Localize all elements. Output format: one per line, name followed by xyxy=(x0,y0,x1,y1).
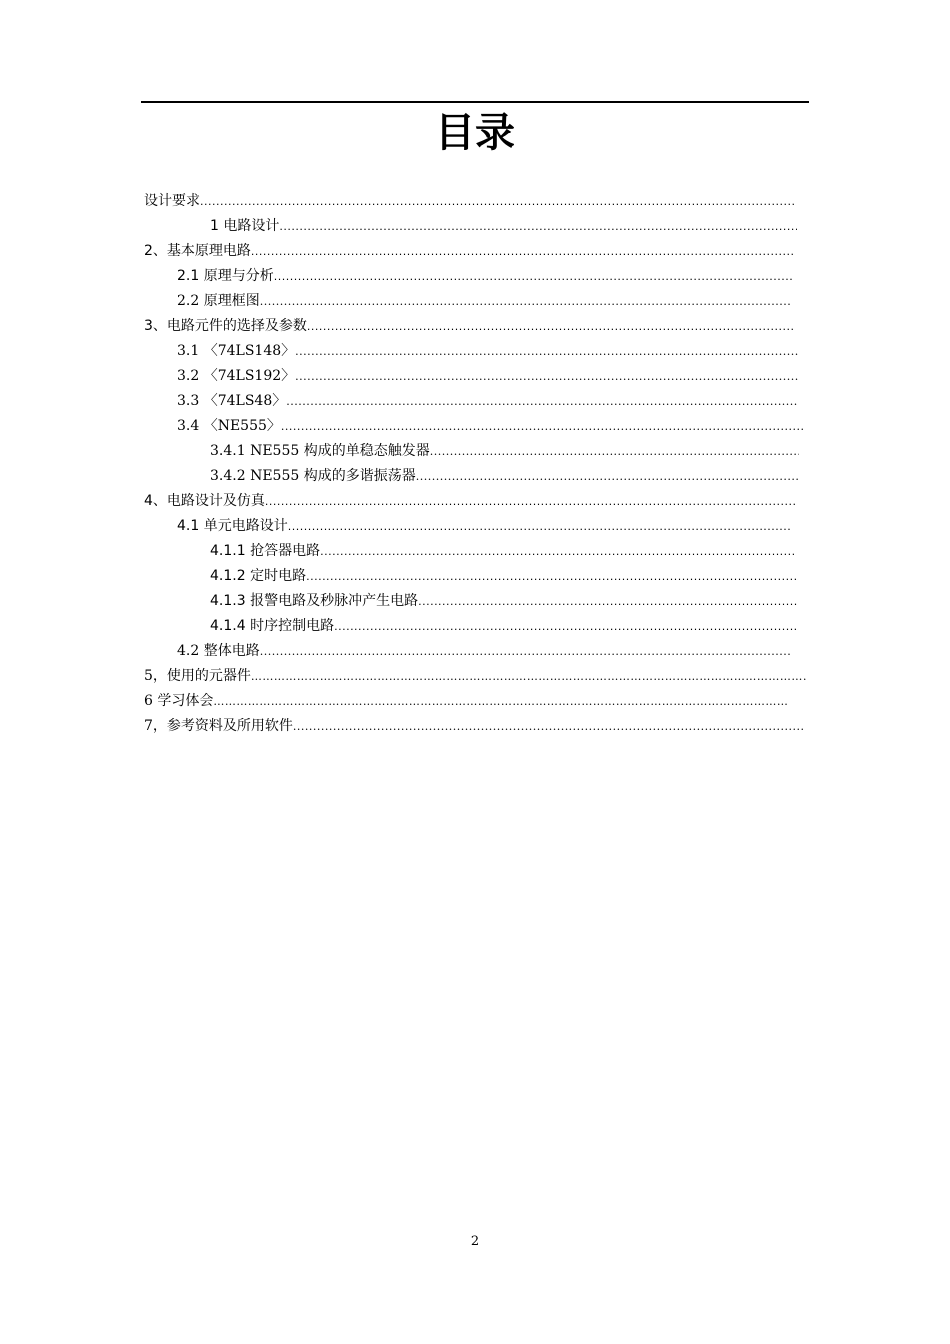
toc-entry-4-2[interactable] xyxy=(177,640,790,665)
toc-entry-3-4[interactable] xyxy=(177,415,803,440)
toc-leader xyxy=(200,195,796,208)
toc-entry-2-1[interactable] xyxy=(177,265,794,290)
toc-leader xyxy=(260,295,790,308)
toc-entry-3-1[interactable] xyxy=(177,340,798,365)
toc-label: 3.3 〈74LS48〉 xyxy=(177,393,287,409)
toc-leader xyxy=(213,695,836,708)
toc-label: 2、基本原理电路 xyxy=(144,243,251,259)
toc-entry-basic-principle[interactable] xyxy=(144,240,793,265)
toc-entry-4-1[interactable] xyxy=(177,515,792,540)
toc-entry-learning[interactable] xyxy=(144,690,836,715)
toc-leader xyxy=(265,495,795,508)
toc-leader xyxy=(288,520,792,533)
toc-label: 1 电路设计 xyxy=(210,218,280,234)
toc-entry-components-used[interactable] xyxy=(144,665,806,690)
toc-label: 7，参考资料及所用软件 xyxy=(144,718,293,734)
toc-entry-4-1-2[interactable] xyxy=(210,565,798,590)
page-title: 目录 xyxy=(435,110,515,156)
toc-entry-4-1-1[interactable] xyxy=(210,540,795,565)
toc-leader xyxy=(307,320,795,333)
toc-label: 2.2 原理框图 xyxy=(177,293,260,309)
toc-entry-4-1-3[interactable] xyxy=(210,590,798,615)
toc-entry-4-1-4[interactable] xyxy=(210,615,798,640)
toc-leader xyxy=(430,445,799,458)
toc-label: 3、电路元件的选择及参数 xyxy=(144,318,307,334)
toc-entry-references[interactable] xyxy=(144,715,803,740)
toc-leader xyxy=(274,270,794,283)
page-number: 2 xyxy=(470,1234,480,1249)
toc-entry-3-3[interactable] xyxy=(177,390,797,415)
toc-label: 4.1.1 抢答器电路 xyxy=(210,543,321,559)
toc-leader xyxy=(251,245,793,258)
toc-leader xyxy=(251,670,806,683)
toc-label: 3.2 〈74LS192〉 xyxy=(177,368,296,384)
toc-entry-components[interactable] xyxy=(144,315,795,340)
toc-leader xyxy=(416,470,798,483)
toc-leader xyxy=(286,395,797,408)
toc-leader xyxy=(334,620,798,633)
toc-label: 4.2 整体电路 xyxy=(177,643,260,659)
toc-entry-design-requirements[interactable] xyxy=(144,190,796,215)
toc-entry-3-2[interactable] xyxy=(177,365,798,390)
toc-leader xyxy=(306,570,798,583)
toc-label: 3.1 〈74LS148〉 xyxy=(177,343,296,359)
toc-label: 2.1 原理与分析 xyxy=(177,268,274,284)
toc-leader xyxy=(418,595,798,608)
toc-label: 6 学习体会 xyxy=(144,693,214,709)
toc-leader xyxy=(295,345,798,358)
toc-entry-circuit-design[interactable] xyxy=(210,215,797,240)
toc-leader xyxy=(279,220,797,233)
toc-leader xyxy=(320,545,795,558)
toc-label: 3.4.2 NE555 构成的多谐振荡器 xyxy=(210,468,416,484)
toc-entry-2-2[interactable] xyxy=(177,290,790,315)
header-rule xyxy=(141,101,809,103)
toc-leader xyxy=(295,370,798,383)
toc-label: 4.1.2 定时电路 xyxy=(210,568,307,584)
toc-label: 3.4.1 NE555 构成的单稳态触发器 xyxy=(210,443,430,459)
toc-leader xyxy=(260,645,790,658)
toc-label: 3.4 〈NE555〉 xyxy=(177,418,281,434)
toc-leader xyxy=(293,720,803,733)
toc-label: 4.1.3 报警电路及秒脉冲产生电路 xyxy=(210,593,419,609)
toc-label: 4、电路设计及仿真 xyxy=(144,493,265,509)
toc-label: 4.1 单元电路设计 xyxy=(177,518,288,534)
toc-label: 4.1.4 时序控制电路 xyxy=(210,618,335,634)
toc-leader xyxy=(281,420,803,433)
toc-label: 设计要求 xyxy=(144,193,200,209)
toc-entry-3-4-2[interactable] xyxy=(210,465,798,490)
toc-entry-3-4-1[interactable] xyxy=(210,440,799,465)
toc-label: 5，使用的元器件 xyxy=(144,668,251,684)
toc-entry-simulation[interactable] xyxy=(144,490,795,515)
